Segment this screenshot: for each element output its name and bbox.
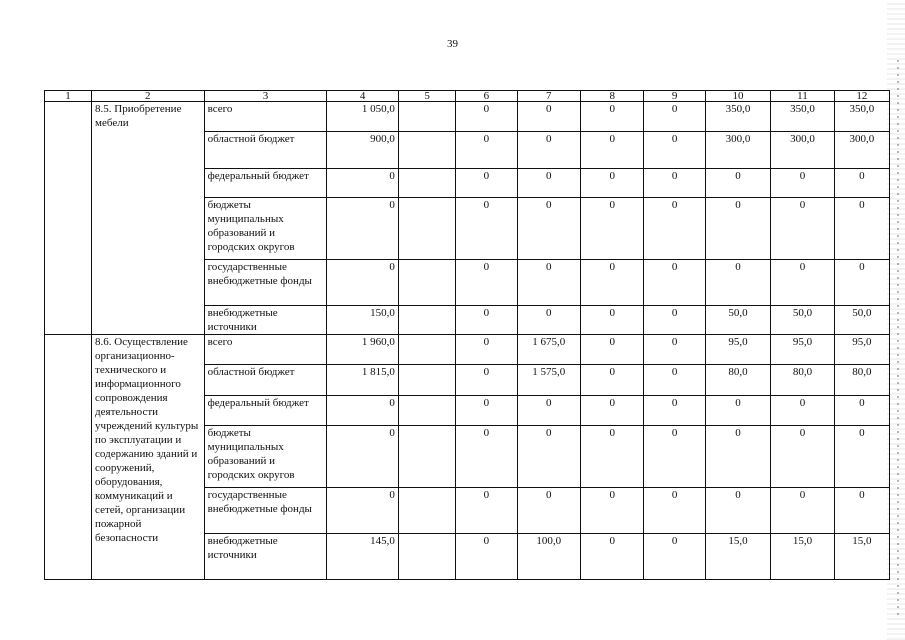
value-cell: 50,0: [834, 306, 889, 335]
column-header: 2: [92, 91, 205, 102]
value-cell: 0: [771, 426, 834, 488]
value-cell: [398, 132, 455, 169]
value-cell: 0: [834, 260, 889, 306]
value-cell: 0: [456, 260, 517, 306]
value-cell: 0: [834, 169, 889, 198]
value-cell: 0: [644, 396, 705, 426]
column-header: 10: [705, 91, 770, 102]
value-cell: 0: [517, 169, 580, 198]
value-cell: 15,0: [705, 534, 770, 580]
value-cell: 0: [644, 260, 705, 306]
column-header: 12: [834, 91, 889, 102]
value-cell: 0: [456, 488, 517, 534]
column-header: 11: [771, 91, 834, 102]
value-cell: 0: [705, 198, 770, 260]
value-cell: 0: [581, 260, 644, 306]
value-cell: [398, 396, 455, 426]
value-cell: [398, 198, 455, 260]
value-cell: 50,0: [771, 306, 834, 335]
value-cell: 300,0: [834, 132, 889, 169]
page-number: 39: [447, 38, 458, 50]
column-header: 4: [327, 91, 399, 102]
table-row: [45, 335, 890, 365]
value-cell: 0: [517, 396, 580, 426]
table-row: [45, 102, 890, 132]
value-cell: 95,0: [705, 335, 770, 365]
value-cell: 1 960,0: [327, 335, 399, 365]
funding-source: государственные внебюджетные фонды: [204, 488, 327, 534]
value-cell: 0: [581, 488, 644, 534]
funding-source: бюджеты муниципальных образований и городских округов: [204, 198, 327, 260]
value-cell: 0: [327, 198, 399, 260]
value-cell: 0: [456, 365, 517, 396]
value-cell: 0: [517, 260, 580, 306]
value-cell: 0: [771, 198, 834, 260]
value-cell: 0: [644, 132, 705, 169]
value-cell: 145,0: [327, 534, 399, 580]
column-header: 5: [398, 91, 455, 102]
value-cell: 0: [644, 365, 705, 396]
value-cell: 0: [705, 260, 770, 306]
row-number-cell: [45, 335, 92, 580]
value-cell: 0: [834, 426, 889, 488]
value-cell: 300,0: [771, 132, 834, 169]
value-cell: 1 675,0: [517, 335, 580, 365]
funding-source: внебюджетные источники: [204, 306, 327, 335]
column-header: 7: [517, 91, 580, 102]
value-cell: 0: [644, 198, 705, 260]
value-cell: 0: [581, 365, 644, 396]
value-cell: 1 575,0: [517, 365, 580, 396]
value-cell: [398, 365, 455, 396]
value-cell: 0: [581, 102, 644, 132]
value-cell: 1 050,0: [327, 102, 399, 132]
value-cell: 0: [327, 488, 399, 534]
funding-source: областной бюджет: [204, 365, 327, 396]
table-body: [45, 102, 890, 580]
value-cell: 0: [456, 169, 517, 198]
value-cell: 0: [581, 306, 644, 335]
value-cell: 0: [327, 260, 399, 306]
value-cell: 0: [705, 426, 770, 488]
column-header: 9: [644, 91, 705, 102]
value-cell: 1 815,0: [327, 365, 399, 396]
column-header: 6: [456, 91, 517, 102]
value-cell: 0: [771, 488, 834, 534]
value-cell: 0: [456, 198, 517, 260]
column-header: 1: [45, 91, 92, 102]
value-cell: 80,0: [705, 365, 770, 396]
value-cell: 0: [771, 260, 834, 306]
value-cell: 0: [327, 396, 399, 426]
value-cell: [398, 534, 455, 580]
value-cell: [398, 306, 455, 335]
value-cell: 0: [705, 488, 770, 534]
value-cell: 15,0: [771, 534, 834, 580]
value-cell: 150,0: [327, 306, 399, 335]
funding-source: государственные внебюджетные фонды: [204, 260, 327, 306]
value-cell: [398, 260, 455, 306]
funding-source: всего: [204, 335, 327, 365]
value-cell: 80,0: [771, 365, 834, 396]
value-cell: 0: [517, 132, 580, 169]
value-cell: 0: [644, 335, 705, 365]
value-cell: 0: [644, 426, 705, 488]
value-cell: 300,0: [705, 132, 770, 169]
value-cell: 0: [581, 534, 644, 580]
value-cell: 0: [834, 396, 889, 426]
value-cell: [398, 335, 455, 365]
value-cell: [398, 169, 455, 198]
value-cell: 95,0: [834, 335, 889, 365]
value-cell: 0: [327, 426, 399, 488]
header-row: [45, 91, 890, 102]
value-cell: 0: [456, 426, 517, 488]
value-cell: 0: [517, 198, 580, 260]
value-cell: 0: [581, 335, 644, 365]
budget-table: [44, 90, 890, 580]
value-cell: 0: [771, 396, 834, 426]
value-cell: 0: [456, 132, 517, 169]
value-cell: 0: [517, 306, 580, 335]
value-cell: 0: [456, 396, 517, 426]
value-cell: 0: [456, 534, 517, 580]
funding-source: федеральный бюджет: [204, 169, 327, 198]
scan-edge-noise: [897, 60, 899, 620]
funding-source: областной бюджет: [204, 132, 327, 169]
value-cell: 0: [456, 102, 517, 132]
value-cell: 0: [581, 396, 644, 426]
value-cell: 0: [771, 169, 834, 198]
measure-description: 8.6. Осуществление организационно-технического и информационного сопровождения деятельности учреждений культуры по эксплуатации и содержанию зданий и сооружений, оборудования, коммуникаций и сетей, организации пожарной безопасности: [92, 335, 205, 580]
value-cell: 15,0: [834, 534, 889, 580]
funding-source: всего: [204, 102, 327, 132]
value-cell: 95,0: [771, 335, 834, 365]
value-cell: 0: [517, 102, 580, 132]
value-cell: 0: [644, 488, 705, 534]
value-cell: 80,0: [834, 365, 889, 396]
value-cell: 0: [644, 306, 705, 335]
value-cell: 0: [581, 426, 644, 488]
value-cell: 0: [644, 169, 705, 198]
measure-description: 8.5. Приобретение мебели: [92, 102, 205, 335]
value-cell: 350,0: [705, 102, 770, 132]
funding-source: бюджеты муниципальных образований и городских округов: [204, 426, 327, 488]
funding-source: федеральный бюджет: [204, 396, 327, 426]
value-cell: [398, 426, 455, 488]
value-cell: 900,0: [327, 132, 399, 169]
value-cell: 0: [517, 488, 580, 534]
column-header: 3: [204, 91, 327, 102]
value-cell: 0: [327, 169, 399, 198]
value-cell: 0: [456, 306, 517, 335]
value-cell: 0: [581, 169, 644, 198]
value-cell: 0: [517, 426, 580, 488]
value-cell: [398, 488, 455, 534]
column-header: 8: [581, 91, 644, 102]
value-cell: 0: [456, 335, 517, 365]
value-cell: 100,0: [517, 534, 580, 580]
value-cell: 350,0: [771, 102, 834, 132]
value-cell: [398, 102, 455, 132]
row-number-cell: [45, 102, 92, 335]
funding-source: внебюджетные источники: [204, 534, 327, 580]
value-cell: 0: [644, 102, 705, 132]
value-cell: 0: [834, 488, 889, 534]
scan-edge-noise: [887, 0, 905, 640]
value-cell: 0: [705, 396, 770, 426]
value-cell: 0: [705, 169, 770, 198]
value-cell: 0: [834, 198, 889, 260]
value-cell: 50,0: [705, 306, 770, 335]
value-cell: 0: [581, 132, 644, 169]
value-cell: 0: [644, 534, 705, 580]
value-cell: 0: [581, 198, 644, 260]
value-cell: 350,0: [834, 102, 889, 132]
